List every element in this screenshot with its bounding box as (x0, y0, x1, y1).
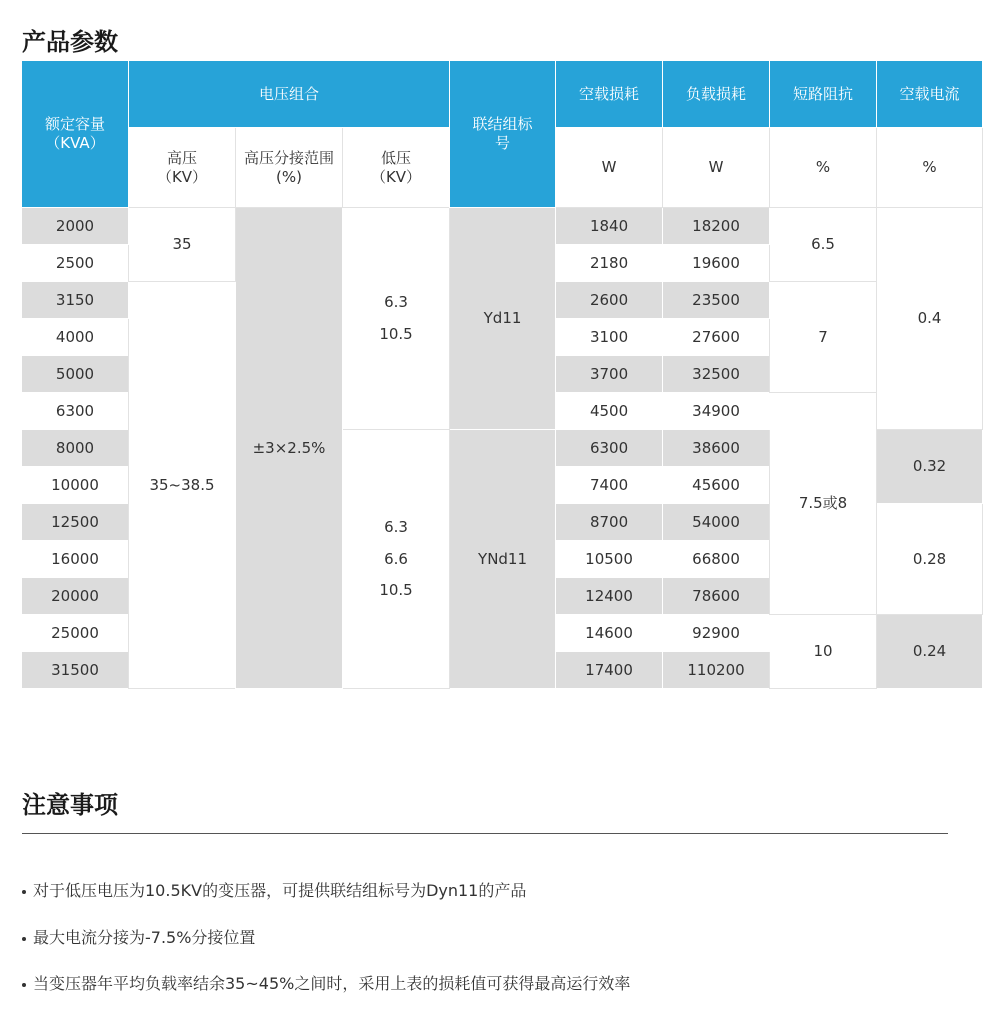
noload-loss-cell: 3700 (556, 356, 663, 393)
unit-noload-current: % (877, 128, 983, 208)
noload-current-cell: 0.4 (877, 208, 983, 430)
capacity-cell: 8000 (22, 430, 129, 467)
header-noload-loss: 空载损耗 (556, 61, 663, 128)
lv-cell-group1 (343, 208, 450, 430)
section-title-parameters: 产品参数 (22, 28, 118, 56)
header-vector-group: 联结组标号 (450, 61, 556, 208)
vector-group-cell: Yd11 (450, 208, 556, 430)
header-hv: 高压（KV） (129, 128, 236, 208)
hv-cell: 35 (129, 208, 236, 282)
bullet-icon (22, 937, 26, 941)
noload-loss-cell: 6300 (556, 430, 663, 467)
vector-group-cell: YNd11 (450, 430, 556, 689)
impedance-cell: 7 (770, 282, 877, 393)
capacity-cell: 25000 (22, 615, 129, 652)
noload-loss-cell: 10500 (556, 541, 663, 578)
lv-value: 6.3 (384, 517, 408, 536)
load-loss-cell: 110200 (663, 652, 770, 689)
section-divider (22, 833, 948, 834)
note-text: 当变压器年平均负载率结余35~45%之间时，采用上表的损耗值可获得最高运行效率 (33, 974, 631, 993)
note-item (22, 925, 255, 948)
noload-loss-cell: 8700 (556, 504, 663, 541)
unit-noload-loss: W (556, 128, 663, 208)
load-loss-cell: 34900 (663, 393, 770, 430)
noload-loss-cell: 3100 (556, 319, 663, 356)
note-item (22, 878, 526, 901)
capacity-cell: 5000 (22, 356, 129, 393)
noload-loss-cell: 7400 (556, 467, 663, 504)
load-loss-cell: 54000 (663, 504, 770, 541)
load-loss-cell: 92900 (663, 615, 770, 652)
load-loss-cell: 19600 (663, 245, 770, 282)
bullet-icon (22, 890, 26, 894)
load-loss-cell: 18200 (663, 208, 770, 245)
tap-range-cell: ±3×2.5% (236, 208, 343, 689)
lv-value: 6.6 (384, 549, 408, 568)
impedance-cell: 10 (770, 615, 877, 689)
load-loss-cell: 66800 (663, 541, 770, 578)
section-title-notes: 注意事项 (22, 791, 118, 819)
load-loss-cell: 45600 (663, 467, 770, 504)
noload-current-cell: 0.32 (877, 430, 983, 504)
noload-loss-cell: 1840 (556, 208, 663, 245)
load-loss-cell: 32500 (663, 356, 770, 393)
noload-loss-cell: 2180 (556, 245, 663, 282)
capacity-cell: 6300 (22, 393, 129, 430)
header-capacity: 额定容量（KVA） (22, 61, 129, 208)
noload-loss-cell: 2600 (556, 282, 663, 319)
capacity-cell: 10000 (22, 467, 129, 504)
impedance-cell: 7.5或8 (770, 393, 877, 615)
noload-current-cell: 0.24 (877, 615, 983, 689)
hv-cell: 35~38.5 (129, 282, 236, 689)
lv-value: 10.5 (379, 581, 413, 600)
unit-load-loss: W (663, 128, 770, 208)
lv-value: 6.3 (384, 293, 408, 312)
header-noload-current: 空载电流 (877, 61, 983, 128)
header-load-loss: 负载损耗 (663, 61, 770, 128)
unit-impedance: % (770, 128, 877, 208)
noload-loss-cell: 12400 (556, 578, 663, 615)
header-impedance: 短路阻抗 (770, 61, 877, 128)
capacity-cell: 31500 (22, 652, 129, 689)
impedance-cell: 6.5 (770, 208, 877, 282)
load-loss-cell: 23500 (663, 282, 770, 319)
noload-current-cell: 0.28 (877, 504, 983, 615)
capacity-cell: 2000 (22, 208, 129, 245)
load-loss-cell: 38600 (663, 430, 770, 467)
lv-cell-group2 (343, 430, 450, 689)
load-loss-cell: 78600 (663, 578, 770, 615)
load-loss-cell: 27600 (663, 319, 770, 356)
bullet-icon (22, 983, 26, 987)
note-item (22, 971, 630, 994)
lv-value: 10.5 (379, 325, 413, 343)
noload-loss-cell: 4500 (556, 393, 663, 430)
parameters-table (21, 60, 983, 689)
capacity-cell: 3150 (22, 282, 129, 319)
noload-loss-cell: 14600 (556, 615, 663, 652)
note-text: 最大电流分接为-7.5%分接位置 (33, 928, 256, 947)
noload-loss-cell: 17400 (556, 652, 663, 689)
capacity-cell: 4000 (22, 319, 129, 356)
capacity-cell: 12500 (22, 504, 129, 541)
capacity-cell: 20000 (22, 578, 129, 615)
note-text: 对于低压电压为10.5KV的变压器，可提供联结组标号为Dyn11的产品 (33, 881, 527, 900)
capacity-cell: 16000 (22, 541, 129, 578)
header-voltage-combination: 电压组合 (129, 61, 450, 128)
capacity-cell: 2500 (22, 245, 129, 282)
header-lv: 低压（KV） (343, 128, 450, 208)
header-tap-range: 高压分接范围(%) (236, 128, 343, 208)
